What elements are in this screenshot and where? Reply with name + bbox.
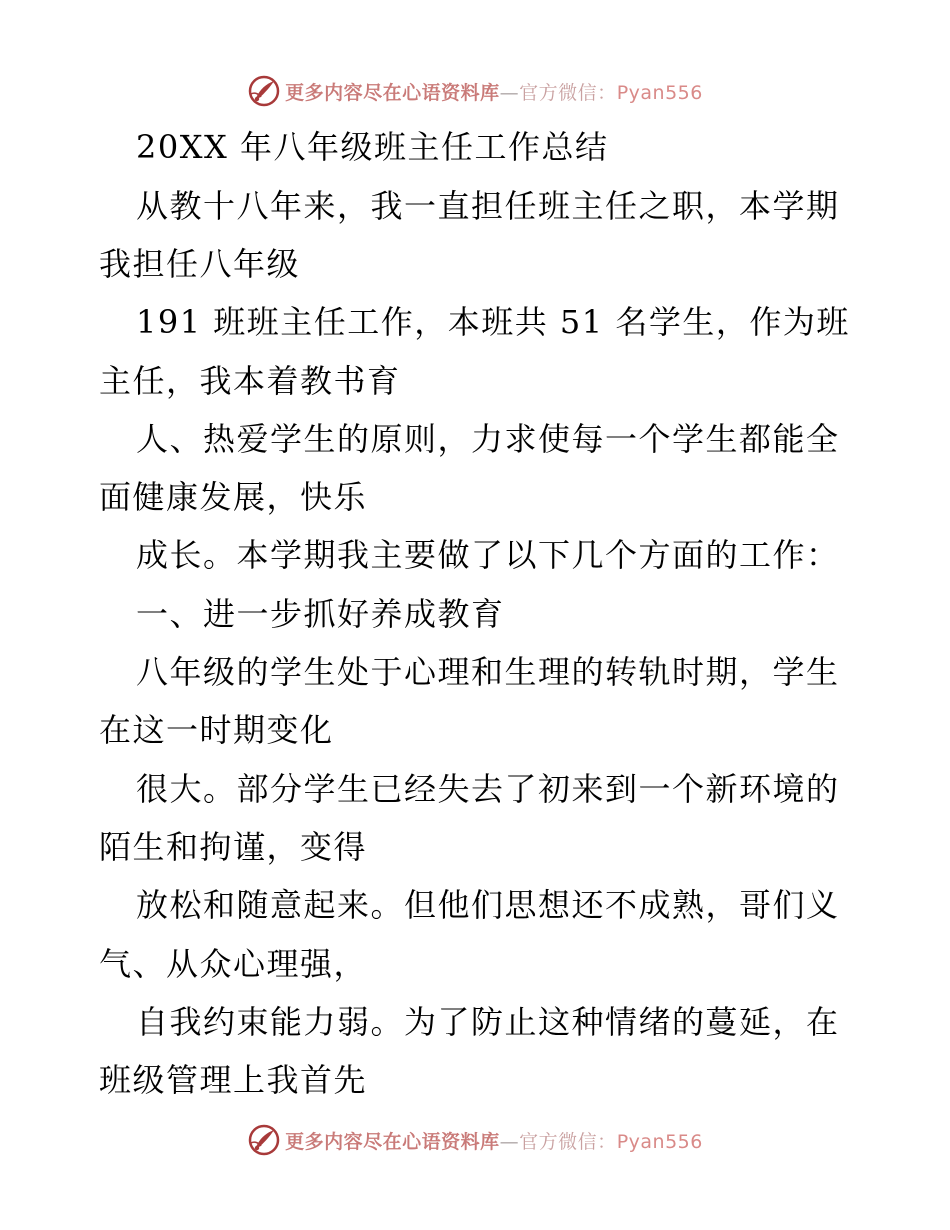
banner-wechat-label: 官方微信： [519,81,617,104]
paragraph-line: 从教十八年来，我一直担任班主任之职，本学期 [136,187,840,225]
quill-ink-logo-icon [247,74,281,108]
paragraph-line: 放松和随意起来。但他们思想还不成熟，哥们义 [136,886,840,924]
banner-main-text: 更多内容尽在心语资料库 [285,81,500,104]
banner-main-text: 更多内容尽在心语资料库 [285,1130,500,1153]
footer-banner [0,1118,950,1162]
paragraph-line: 主任，我本着教书育 [99,362,401,400]
document-title: 20XX 年八年级班主任工作总结 [136,128,609,166]
banner-text [285,78,703,105]
section-heading: 一、进一步抓好养成教育 [136,595,505,633]
header-banner [0,69,950,113]
banner-wechat-label: 官方微信： [519,1130,617,1153]
paragraph-line: 自我约束能力弱。为了防止这种情绪的蔓延，在 [136,1003,840,1041]
banner-separator: — [499,1130,520,1153]
paragraph-line: 气、从众心理强， [99,945,368,983]
paragraph-line: 人、热爱学生的原则，力求使每一个学生都能全 [136,420,840,458]
quill-ink-logo-icon [247,1123,281,1157]
banner-separator: — [499,81,520,104]
paragraph-line: 很大。部分学生已经失去了初来到一个新环境的 [136,770,840,808]
paragraph-line: 我担任八年级 [99,245,301,283]
banner-wechat-id: Pyan556 [616,81,703,104]
banner-wechat-id: Pyan556 [616,1130,703,1153]
banner-text [285,1127,703,1154]
paragraph-line: 成长。本学期我主要做了以下几个方面的工作： [136,536,840,574]
paragraph-line: 面健康发展，快乐 [99,478,368,516]
paragraph-line: 班级管理上我首先 [99,1061,368,1099]
paragraph-line: 在这一时期变化 [99,711,334,749]
paragraph-line: 191 班班主任工作，本班共 51 名学生，作为班 [136,303,850,341]
paragraph-line: 陌生和拘谨，变得 [99,828,368,866]
paragraph-line: 八年级的学生处于心理和生理的转轨时期，学生 [136,653,840,691]
